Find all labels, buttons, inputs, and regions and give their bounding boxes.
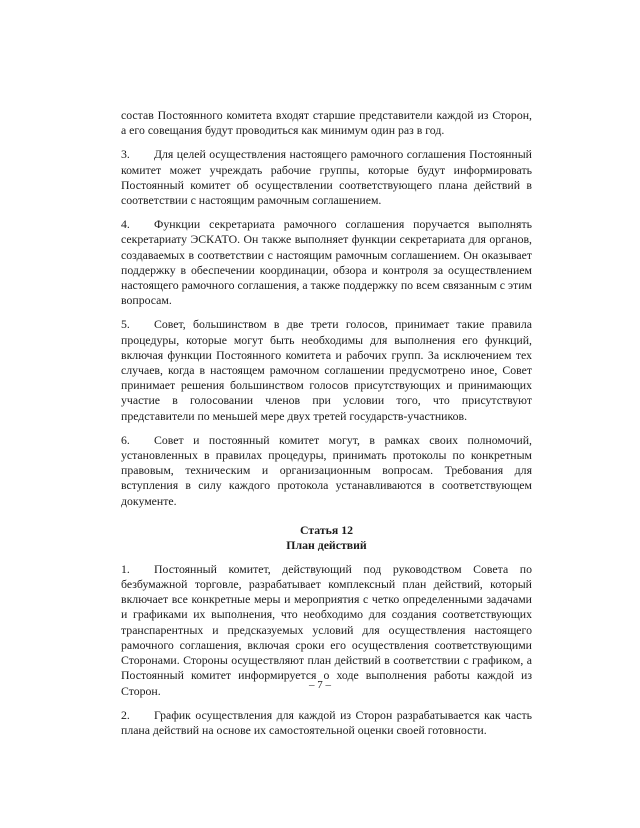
paragraph-text: Функции секретариата рамочного соглашения поручается выполнять секретариату ЭСКАТО. Он также выполняет функции секретариата для органов, создаваемых в соответствии с настоящим рамочным соглашением. Он оказывает поддержку в обеспечении координации, обзора и контроля за осуществлением настоящего рамочного соглашения, а также поддержку по всем связанным с этим вопросам. <box>121 217 532 308</box>
paragraph-6 <box>121 433 532 509</box>
paragraph-number: 2. <box>121 707 130 722</box>
document-body <box>121 108 532 747</box>
paragraph-text: Для целей осуществления настоящего рамочного соглашения Постоянный комитет может учреждать рабочие группы, которые будут информировать Постоянный комитет об осуществлении соответствующего плана действий в соответствии с настоящим рамочным соглашением. <box>121 147 532 208</box>
paragraph-4 <box>121 217 532 308</box>
paragraph-text: Постоянный комитет, действующий под руководством Совета по безбумажной торговле, разрабатывает комплексный план действий, который включает все конкретные меры и мероприятия с четко определенными задачами и графиками их выполнения, что необходимо для создания соответствующих транспарентных и предсказуемых условий для осуществления настоящего рамочного соглашения, включая сроки его осуществления соответствующими Сторонами. Стороны осуществляют план действий в соответствии с графиком, а Постоянный комитет информируется о ходе выполнения работы каждой из Сторон. <box>121 561 532 698</box>
article-paragraph-2 <box>121 708 532 738</box>
paragraph-number: 6. <box>121 432 130 447</box>
paragraph-3 <box>121 147 532 208</box>
paragraph-5 <box>121 317 532 423</box>
paragraph-text: Совет и постоянный комитет могут, в рамках своих полномочий, установленных в правилах процедуры, принимать протоколы по конкретным правовым, техническим и организационным вопросам. Требования для вступления в силу каждого протокола устанавливаются в соответствующем документе. <box>121 432 532 508</box>
paragraph-number: 4. <box>121 217 130 232</box>
paragraph-text: График осуществления для каждой из Сторон разрабатывается как часть плана действий на основе их самостоятельной оценки своей готовности. <box>121 707 532 737</box>
paragraph-text: Совет, большинством в две трети голосов, принимает такие правила процедуры, которые могут быть необходимы для выполнения его функций, включая функции Постоянного комитета и рабочих групп. За исключением тех случаев, когда в настоящем рамочном соглашении предусмотрено иное, Совет принимает решения большинством голосов присутствующих и принимающих участие в голосовании членов при условии того, что присутствуют представители по меньшей мере двух третей государств-участников. <box>121 317 532 423</box>
article-heading <box>121 523 532 554</box>
article-title: План действий <box>286 538 367 553</box>
paragraph-text: состав Постоянного комитета входят старшие представители каждой из Сторон, а его совещания будут проводиться как минимум один раз в год. <box>121 108 532 138</box>
paragraph-continued <box>121 108 532 138</box>
paragraph-number: 1. <box>121 561 130 576</box>
article-number: Статья 12 <box>299 522 354 537</box>
paragraph-number: 3. <box>121 147 130 162</box>
paragraph-number: 5. <box>121 317 130 332</box>
page-number: – 7 – <box>309 679 331 691</box>
